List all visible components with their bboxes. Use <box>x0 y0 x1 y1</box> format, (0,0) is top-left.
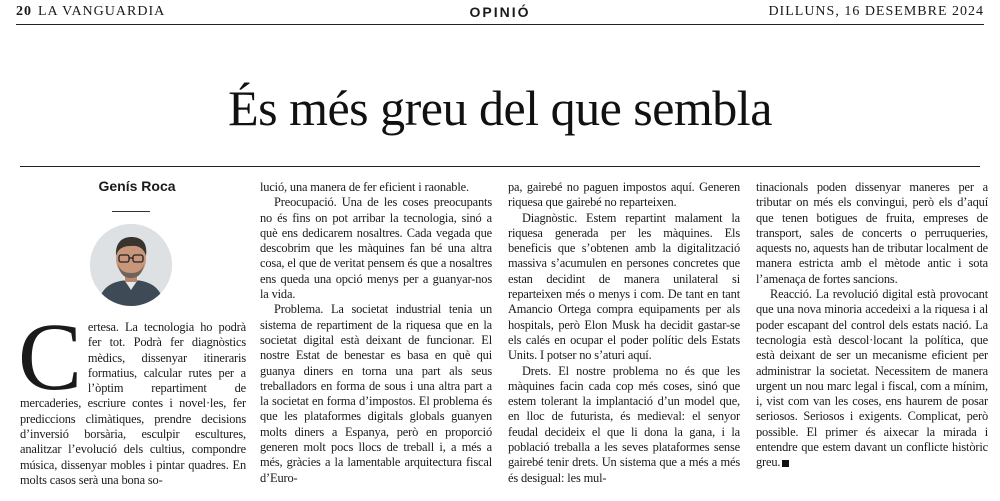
column-4-paragraph-1: tinacionals poden dissenyar maneres per a tributar on més els convingui, però els d’aquí que tenen botigues de fruita, empreses de transport, sales de concerts o perruqueries, aquests no, aquests han de tributar localment de manera estricta amb el mètode antic i sota l’amenaça de fortes sancions. <box>756 180 988 286</box>
page-header <box>16 4 984 24</box>
column-3-paragraph-2: Diagnòstic. Estem repartint malament la riquesa generada per les màquines. Els beneficis que s’obtenen amb la digitalització massiva s’acumulen en persones concretes que estan decidint de manera unilateral si reparteixen més o menys i com. De tant en tant Amancio Ortega compra equipaments per als hospitals, però Elon Musk ha decidit gastar-se els calés en ocupar el poder polític dels Estats Units. I potser no s’aturi aquí. <box>508 210 740 363</box>
author-byline: Genís Roca <box>98 178 176 194</box>
article-column-2 <box>260 180 492 486</box>
column-4-paragraph-2 <box>756 287 988 471</box>
page-number: 20 <box>16 4 32 19</box>
issue-date: DILLUNS, 16 DESEMBRE 2024 <box>768 4 984 19</box>
author-portrait-icon <box>90 224 172 306</box>
column-2-paragraph-2: Preocupació. Una de les coses preocupants no és fins on pot arribar la tecnologia, sinó a què ens dedicarem nosaltres. Cada vegada que descobrim que les màquines fan bé una altra cosa, el que de veritat pensem és que a nosaltres ens queda una opció menys per a guanyar-nos la vida. <box>260 195 492 302</box>
column-2-paragraph-1: lució, una manera de fer eficient i raonable. <box>260 180 469 194</box>
column-1-paragraph-1 <box>18 303 246 488</box>
paragraph-text: ertesa. La tecnologia ho podrà fer tot. Podrà fer diagnòstics mèdics, dissenyar itineraris formatius, calcular rutes per a l’òptim repartiment de mercaderies, escriure contes i novel·les, fer prediccions climàtiques, prendre decisions d’inversió borsària, esculpir escultures, analitzar l’evolució dels cultius, compondre música, dissenyar mobles i pintar quadres. En molts casos serà una bona so- <box>20 320 246 487</box>
paragraph-text: Reacció. La revolució digital està provocant que una nova minoria accedeixi a la riquesa i al poder escapant del control dels estats nació. La tecnologia està descol·locant la política, que està deixant de ser un mecanisme eficient per administrar la societat. Necessitem de manera urgent un nou marc legal i fiscal, com a mínim, i, vist com van les coses, ens haurem de posar seriosos. Seriosos i exigents. Complicat, però possible. El primer és aixecar la mirada i entendre que estem davant un conflicte històric greu. <box>756 287 988 470</box>
article-column-1 <box>18 303 246 488</box>
title-rule <box>20 166 980 167</box>
end-of-article-icon <box>782 460 789 467</box>
column-3-paragraph-3: Drets. El nostre problema no és que les màquines facin cada cop més coses, sinó que estem tolerant la implantació d’un model que, en lloc de futurista, és medieval: el senyor feudal decideix el que li dona la gana, i la població treballa a les seves plataformes sense gairebé tenir drets. Un sistema que a més a més és desigual: les mul- <box>508 363 740 485</box>
article-column-3 <box>508 180 740 486</box>
section-name: OPINIÓ <box>469 4 531 20</box>
drop-cap: C <box>18 303 82 410</box>
column-2-paragraph-3: Problema. La societat industrial tenia un sistema de repartiment de la riquesa que en la societat digital està deixant de funcionar. El nostre Estat de benestar es basa en què qui guanya diners en torna una part als seus treballadors en forma de sous i una altra part a la societat en forma d’impostos. El problema és que les plataformes digitals globals guanyen molts diners a Espanya, però en proporció generen molt pocs llocs de treball i, a més a més, gràcies a la lamentable arquitectura fiscal d’Euro- <box>260 302 492 485</box>
publication-name: LA VANGUARDIA <box>38 4 166 19</box>
author-photo <box>90 224 172 306</box>
header-rule <box>16 24 984 25</box>
byline-rule <box>112 211 150 212</box>
column-3-paragraph-1: pa, gairebé no paguen impostos aquí. Generen riquesa que gairebé no reparteixen. <box>508 180 740 210</box>
article-title: És més greu del que sembla <box>228 80 772 136</box>
article-column-4 <box>756 180 988 471</box>
